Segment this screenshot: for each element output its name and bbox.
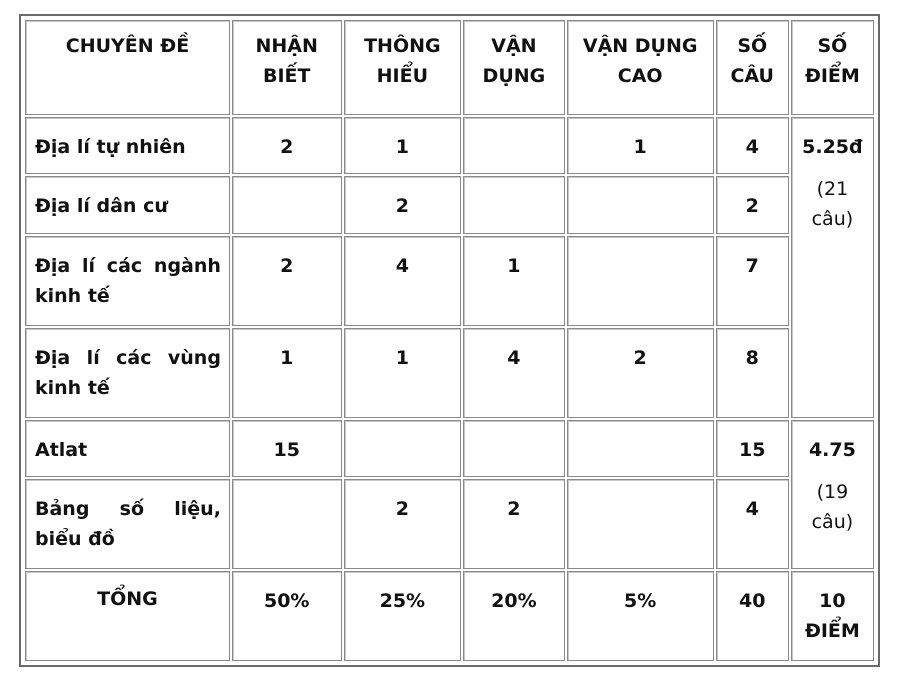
- apply-high-cell: 2: [567, 328, 714, 418]
- total-label: TỔNG: [25, 571, 230, 661]
- total-score: 10 ĐIỂM: [791, 571, 874, 661]
- apply-high-cell: [567, 236, 714, 326]
- total-apply: 20%: [463, 571, 564, 661]
- table-row: [25, 420, 874, 478]
- apply-cell: [463, 176, 564, 234]
- topic-cell: Địa lí các vùng kinh tế: [25, 328, 230, 418]
- table-row: [25, 176, 874, 234]
- understand-cell: 4: [344, 236, 462, 326]
- apply-high-cell: [567, 176, 714, 234]
- header-apply: VẬN DỤNG: [463, 20, 564, 115]
- num-questions-cell: 7: [716, 236, 789, 326]
- num-questions-cell: 8: [716, 328, 789, 418]
- apply-cell: 4: [463, 328, 564, 418]
- header-recognize: NHẬN BIẾT: [232, 20, 342, 115]
- understand-cell: 1: [344, 328, 462, 418]
- recognize-cell: 2: [232, 117, 342, 175]
- num-questions-cell: 2: [716, 176, 789, 234]
- understand-cell: [344, 420, 462, 478]
- apply-cell: [463, 117, 564, 175]
- topic-cell: Địa lí tự nhiên: [25, 117, 230, 175]
- understand-cell: 1: [344, 117, 462, 175]
- header-topic: CHUYÊN ĐỀ: [25, 20, 230, 115]
- apply-cell: 1: [463, 236, 564, 326]
- header-num-questions: SỐ CÂU: [716, 20, 789, 115]
- header-understand: THÔNG HIỂU: [344, 20, 462, 115]
- num-questions-cell: 15: [716, 420, 789, 478]
- total-understand: 25%: [344, 571, 462, 661]
- num-questions-cell: 4: [716, 117, 789, 175]
- matrix-table-frame: [19, 14, 880, 667]
- score-question-count: (21 câu): [811, 177, 854, 230]
- topic-cell: Địa lí dân cư: [25, 176, 230, 234]
- table-row: [25, 479, 874, 569]
- header-row: [25, 20, 874, 115]
- recognize-cell: [232, 479, 342, 569]
- table-row: [25, 328, 874, 418]
- apply-cell: [463, 420, 564, 478]
- apply-high-cell: 1: [567, 117, 714, 175]
- total-num-questions: 40: [716, 571, 789, 661]
- score-group-atlat-data: [791, 420, 874, 569]
- topic-cell: Atlat: [25, 420, 230, 478]
- recognize-cell: 2: [232, 236, 342, 326]
- recognize-cell: 15: [232, 420, 342, 478]
- topic-cell: Địa lí các ngành kinh tế: [25, 236, 230, 326]
- total-row: [25, 571, 874, 661]
- total-apply-high: 5%: [567, 571, 714, 661]
- header-score: SỐ ĐIỂM: [791, 20, 874, 115]
- header-apply-high: VẬN DỤNG CAO: [567, 20, 714, 115]
- table-row: [25, 236, 874, 326]
- score-points: 4.75: [808, 438, 856, 461]
- score-group-natural-economy: [791, 117, 874, 418]
- apply-cell: 2: [463, 479, 564, 569]
- score-points: 5.25đ: [802, 135, 863, 158]
- understand-cell: 2: [344, 176, 462, 234]
- table-row: [25, 117, 874, 175]
- num-questions-cell: 4: [716, 479, 789, 569]
- topic-cell: Bảng số liệu, biểu đồ: [25, 479, 230, 569]
- understand-cell: 2: [344, 479, 462, 569]
- total-recognize: 50%: [232, 571, 342, 661]
- recognize-cell: [232, 176, 342, 234]
- exam-matrix-table: [23, 18, 876, 663]
- score-question-count: (19 câu): [811, 480, 854, 533]
- apply-high-cell: [567, 420, 714, 478]
- recognize-cell: 1: [232, 328, 342, 418]
- apply-high-cell: [567, 479, 714, 569]
